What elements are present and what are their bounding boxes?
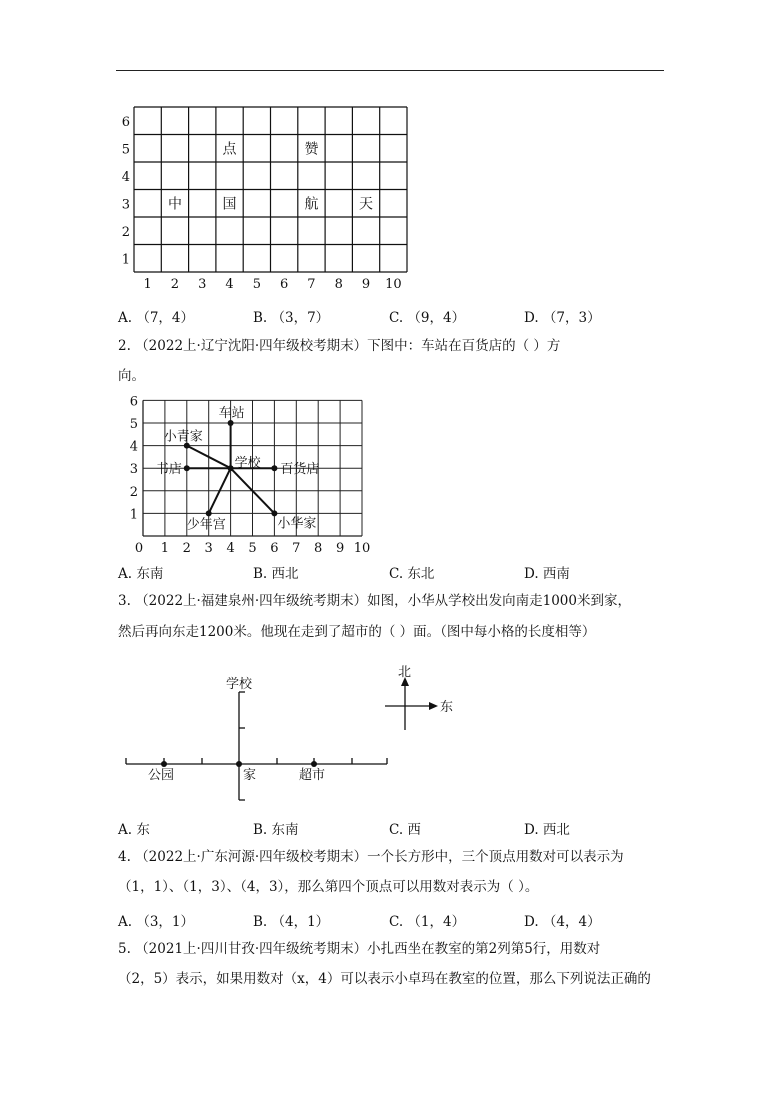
grid1-x-label: 2 — [170, 277, 180, 292]
grid1-y-label: 1 — [121, 252, 130, 268]
grid1-y-label: 5 — [121, 142, 130, 158]
grid1-x-label: 5 — [252, 277, 261, 292]
grid1-x-label: 8 — [334, 277, 343, 292]
grid1-y-label: 2 — [121, 224, 130, 240]
grid2-y-tick: 6 — [129, 394, 138, 410]
grid2-y-tick: 5 — [129, 417, 138, 432]
place-label: 少年宫 — [186, 517, 226, 533]
grid1-y-label: 4 — [121, 169, 130, 185]
q1-option-b[interactable]: B. （3，7） — [253, 310, 330, 326]
q4-option-b[interactable]: B. （4，1） — [253, 914, 330, 930]
q2-option-b[interactable]: B. 西北 — [253, 566, 299, 582]
q1-option-d[interactable]: D. （7，3） — [524, 310, 601, 326]
q4-option-d[interactable]: D. （4，4） — [524, 914, 601, 930]
grid1-x-label: 9 — [361, 277, 371, 292]
q3-option-a[interactable]: A. 东 — [118, 822, 150, 838]
supermarket-label: 超市 — [299, 768, 326, 783]
grid1-y-label: 6 — [121, 114, 130, 130]
north-label: 北 — [398, 665, 412, 680]
grid1-char: 中 — [167, 196, 182, 213]
q2-option-c[interactable]: C. 东北 — [389, 566, 435, 582]
grid1-char: 赞 — [304, 141, 319, 158]
east-label: 东 — [440, 700, 454, 715]
place-label: 书店 — [155, 462, 182, 478]
grid2-x-tick: 5 — [248, 541, 257, 556]
grid2-y-tick: 2 — [129, 484, 138, 500]
grid1-x-label: 4 — [225, 277, 234, 292]
grid2-x-tick: 10 — [353, 541, 371, 556]
grid2-y-tick: 1 — [129, 507, 138, 523]
q3-text-line2: 然后再向东走1200米。他现在走到了超市的（ ）面。（图中每小格的长度相等） — [118, 624, 596, 640]
grid2-x-tick: 8 — [314, 541, 323, 556]
q5-text-line2: （2，5）表示，如果用数对（x，4）可以表示小卓玛在教室的位置，那么下列说法正确的 — [118, 971, 651, 987]
q1-option-c[interactable]: C. （9，4） — [389, 310, 466, 326]
q4-text-line1: 4. （2022上·广东河源·四年级校考期末）一个长方形中，三个顶点用数对可以表示为 — [118, 849, 624, 865]
home-label: 家 — [243, 768, 257, 783]
grid2-x-tick: 1 — [160, 541, 170, 556]
place-label: 小青家 — [163, 429, 203, 445]
place-label: 车站 — [218, 406, 245, 421]
q5-text-line1: 5. （2021上·四川甘孜·四年级统考期末）小扎西坐在教室的第2列第5行，用数对 — [118, 941, 601, 957]
home-point — [236, 761, 242, 767]
grid1-char: 点 — [222, 141, 237, 158]
grid2-x-tick: 3 — [204, 541, 213, 556]
grid2-x-tick: 4 — [226, 541, 235, 556]
q1-option-a[interactable]: A. （7，4） — [118, 310, 195, 326]
q2-text-line2: 向。 — [118, 368, 145, 384]
q4-option-c[interactable]: C. （1，4） — [389, 914, 466, 930]
supermarket-point — [311, 761, 317, 767]
school-label: 学校 — [226, 677, 253, 692]
grid2-x-tick: 0 — [134, 541, 144, 556]
grid2-x-tick: 6 — [270, 541, 279, 556]
place-label: 小华家 — [277, 516, 317, 532]
park-label: 公园 — [148, 768, 175, 783]
q3-text-line1: 3. （2022上·福建泉州·四年级统考期末）如图，小华从学校出发向南走1000米到家， — [118, 593, 631, 609]
grid1-y-label: 3 — [121, 197, 130, 213]
q3-option-b[interactable]: B. 东南 — [253, 822, 299, 838]
q4-option-a[interactable]: A. （3，1） — [118, 914, 195, 930]
grid1-x-label: 3 — [198, 277, 207, 292]
q3-option-d[interactable]: D. 西北 — [524, 822, 570, 838]
q2-option-a[interactable]: A. 东南 — [118, 566, 164, 582]
grid2-x-tick: 2 — [182, 541, 191, 556]
grid1-x-label: 10 — [385, 277, 402, 292]
grid2-y-tick: 3 — [129, 462, 138, 478]
grid1-char: 天 — [359, 196, 374, 213]
grid2-x-tick: 9 — [335, 541, 345, 556]
park-point — [161, 761, 167, 767]
grid2-x-tick: 7 — [292, 541, 301, 556]
place-label: 学校 — [234, 456, 261, 472]
grid1-x-label: 1 — [143, 277, 152, 292]
q2-text-line1: 2. （2022上·辽宁沈阳·四年级校考期末）下图中：车站在百货店的（ ）方 — [118, 338, 561, 354]
q3-option-c[interactable]: C. 西 — [389, 822, 421, 838]
grid1-x-label: 6 — [280, 277, 289, 292]
q2-option-d[interactable]: D. 西南 — [524, 566, 570, 582]
grid1-x-label: 7 — [307, 277, 316, 292]
q4-text-line2: （1，1）、（1，3）、（4，3），那么第四个顶点可以用数对表示为（ ）。 — [118, 879, 539, 895]
grid1-char: 国 — [222, 196, 237, 213]
grid1-char: 航 — [304, 196, 319, 213]
grid2-y-tick: 4 — [129, 439, 138, 455]
place-label: 百货店 — [280, 462, 320, 478]
